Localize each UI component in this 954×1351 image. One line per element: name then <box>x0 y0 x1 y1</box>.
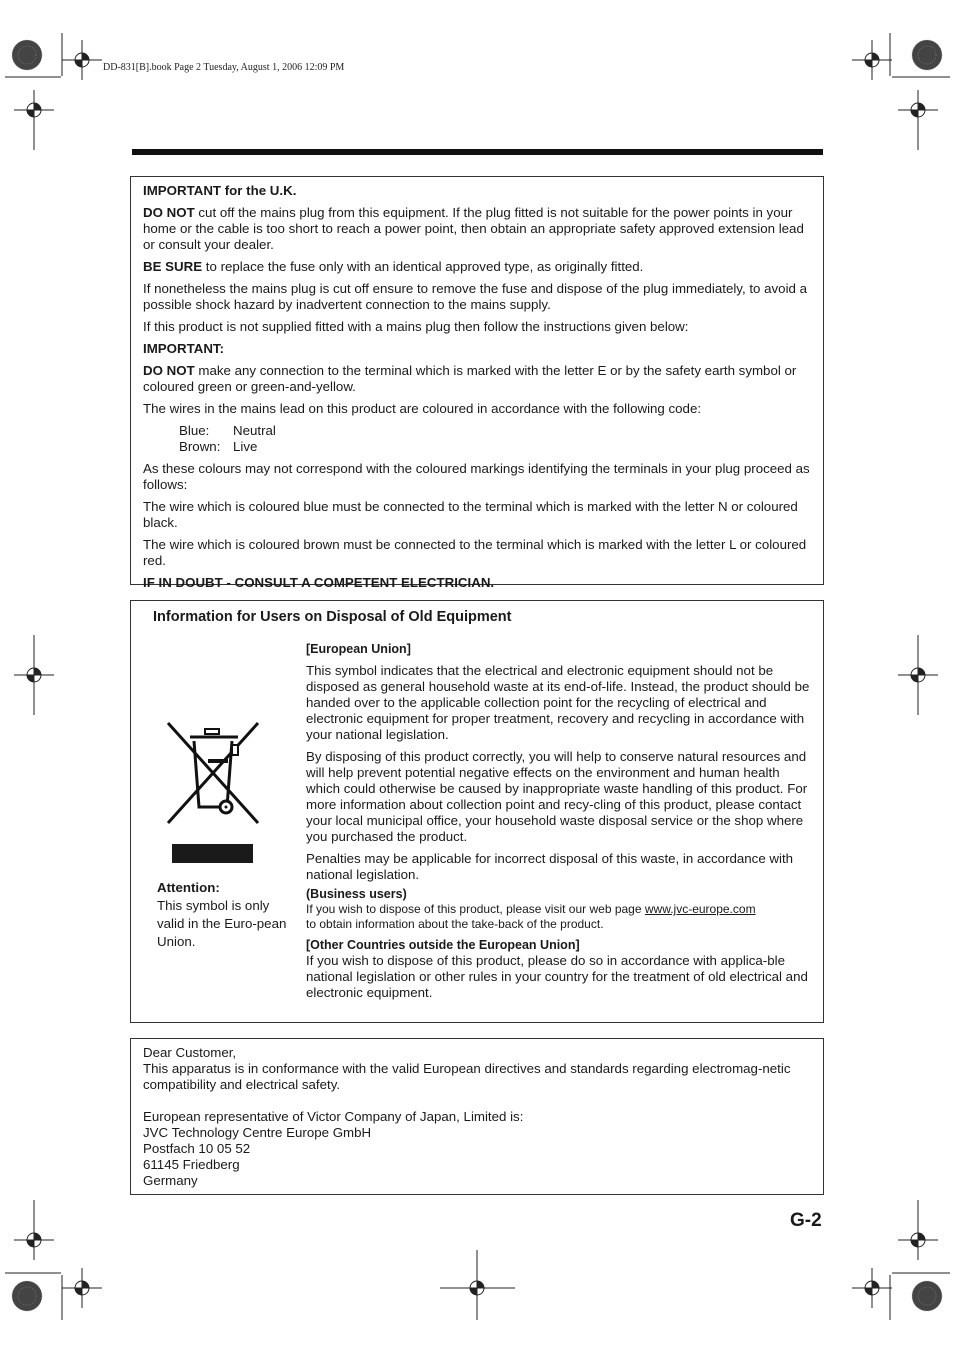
weee-title: Information for Users on Disposal of Old Equipment <box>153 609 512 625</box>
uk-doubt: IF IN DOUBT - CONSULT A COMPETENT ELECTRICIAN. <box>143 575 495 590</box>
jvc-europe-link[interactable]: www.jvc-europe.com <box>644 902 756 916</box>
attention-text: This symbol is only valid in the Euro-pean Union. <box>157 898 287 949</box>
other-heading: [Other Countries outside the European Union] <box>306 938 580 952</box>
uk-p1: cut off the mains plug from this equipment. If the plug fitted is not suitable for the power points in your home or the cable is too short to reach a power point, then obtain an appropriate safety approved extension lead or consult your dealer. <box>143 205 804 252</box>
business-p2: to obtain information about the take-back of the product. <box>306 917 604 931</box>
eu-p3: Penalties may be applicable for incorrect disposal of this waste, in accordance with national legislation. <box>306 851 794 882</box>
conformance-box <box>130 1038 824 1195</box>
uk-p5-bold: DO NOT <box>143 363 195 378</box>
business-heading: (Business users) <box>306 887 407 901</box>
uk-safety-box <box>130 176 824 590</box>
dear-l6: 61145 Friedberg <box>143 1157 240 1172</box>
attention-heading: Attention: <box>157 880 220 895</box>
dear-l3: European representative of Victor Company of Japan, Limited is: <box>143 1109 524 1124</box>
eu-heading: [European Union] <box>306 642 411 656</box>
uk-p9: The wire which is coloured brown must be connected to the terminal which is marked with the letter L or coloured red. <box>143 537 807 568</box>
uk-important: IMPORTANT: <box>143 341 225 356</box>
attention-note <box>157 879 287 951</box>
uk-p2-bold: BE SURE <box>143 259 203 274</box>
other-p: If you wish to dispose of this product, please do so in accordance with applica-ble national legislation or other rules in your country for the treatment of old electrical and electronic equipment. <box>306 953 808 1000</box>
uk-p4: If this product is not supplied fitted with a mains plug then follow the instructions given below: <box>143 319 689 334</box>
eu-p2: By disposing of this product correctly, you will help to conserve natural resources and will help prevent potential negative effects on the environment and human health which could otherwise be caused by inappropriate waste handling of this product. For more information about collection point and recy-cling of this product, please contact your local municipal office, your household waste disposal service or the shop where you purchased the product. <box>306 749 808 844</box>
uk-p2: to replace the fuse only with an identical approved type, as originally fitted. <box>202 259 644 274</box>
dear-l1: Dear Customer, <box>143 1045 237 1060</box>
uk-title: IMPORTANT for the U.K. <box>143 183 297 198</box>
print-header: DD-831[B].book Page 2 Tuesday, August 1, 2006 12:09 PM <box>103 62 345 73</box>
eu-p1: This symbol indicates that the electrical and electronic equipment should not be disposed as general household waste at its end-of-life. Instead, the product should be handed over to the applicable collection point for the recycling of electrical and electronic equipment for proper treatment, recovery and recycling in accordance with your national legislation. <box>306 663 810 742</box>
uk-p3: If nonetheless the mains plug is cut off ensure to remove the fuse and dispose of the plug immediately, to avoid a possible shock hazard by inadvertent connection to the mains supply. <box>143 281 808 312</box>
weee-box <box>130 600 824 1023</box>
uk-p5: make any connection to the terminal which is marked with the letter E or by the safety earth symbol or coloured green or green-and-yellow. <box>143 363 797 394</box>
page-number: G-2 <box>790 1210 822 1231</box>
dear-l2: This apparatus is in conformance with the valid European directives and standards regarding electromag-netic compatibility and electrical safety. <box>143 1061 791 1092</box>
dear-l4: JVC Technology Centre Europe GmbH <box>143 1125 372 1140</box>
weee-text <box>306 642 811 1007</box>
wire-row: Brown: Live <box>179 439 258 454</box>
top-rule <box>132 149 823 155</box>
black-bar <box>172 844 253 863</box>
business-p1: If you wish to dispose of this product, please visit our web page <box>306 902 645 916</box>
wire-row: Blue: Neutral <box>179 423 276 438</box>
dear-l7: Germany <box>143 1173 198 1188</box>
crossed-out-bin-icon <box>164 719 262 829</box>
uk-p1-bold: DO NOT <box>143 205 195 220</box>
dear-l5: Postfach 10 05 52 <box>143 1141 251 1156</box>
uk-p6: The wires in the mains lead on this product are coloured in accordance with the following code: <box>143 401 702 416</box>
uk-p7: As these colours may not correspond with the coloured markings identifying the terminals in your plug proceed as follows: <box>143 461 810 492</box>
uk-p8: The wire which is coloured blue must be connected to the terminal which is marked with the letter N or coloured black. <box>143 499 798 530</box>
